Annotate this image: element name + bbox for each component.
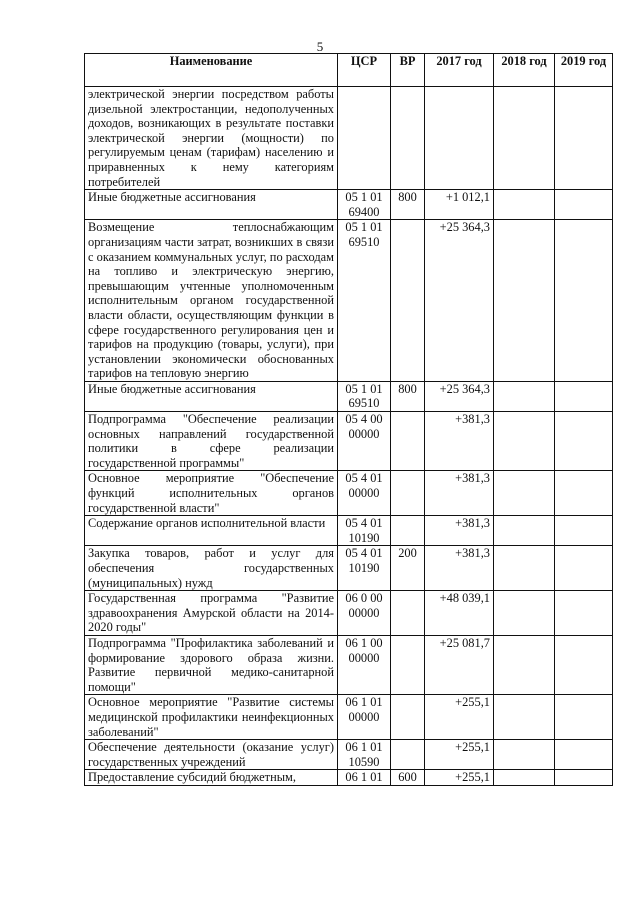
table-row (85, 471, 613, 516)
cell-2018 (494, 695, 555, 740)
cell-vr (391, 87, 425, 190)
cell-2019 (555, 412, 613, 471)
cell-vr (391, 516, 425, 546)
cell-2017 (425, 87, 494, 190)
table-row (85, 412, 613, 471)
cell-name: Предоставление субсидий бюджетным, (85, 770, 338, 786)
cell-2017: +48 039,1 (425, 591, 494, 636)
table-row (85, 516, 613, 546)
table-row (85, 546, 613, 591)
cell-2019 (555, 695, 613, 740)
table-row (85, 770, 613, 786)
cell-2019 (555, 220, 613, 382)
header-csr: ЦСР (338, 54, 391, 87)
table-row (85, 740, 613, 770)
cell-csr: 06 0 00 00000 (338, 591, 391, 636)
cell-vr (391, 635, 425, 694)
cell-csr: 05 1 01 69510 (338, 381, 391, 411)
cell-2018 (494, 220, 555, 382)
cell-2017: +25 364,3 (425, 220, 494, 382)
cell-2019 (555, 591, 613, 636)
cell-name: Иные бюджетные ассигнования (85, 381, 338, 411)
cell-2017: +255,1 (425, 770, 494, 786)
cell-2017: +381,3 (425, 471, 494, 516)
cell-name: Возмещение теплоснабжающим организациям части затрат, возникших в связи с оказанием коммунальных услуг, по расходам на топливо и электрическую энергию, превышающим учтенные уполномоченным исполнительным органом государственной власти области, осуществляющим функции в сфере государственного регулирования цен и тарифов на продукцию (товары, услуги), при установлении экономически обоснованных тарифов на тепловую энергию (85, 220, 338, 382)
cell-vr: 200 (391, 546, 425, 591)
cell-2019 (555, 87, 613, 190)
cell-2018 (494, 381, 555, 411)
header-2019: 2019 год (555, 54, 613, 87)
cell-name: Обеспечение деятельности (оказание услуг) государственных учреждений (85, 740, 338, 770)
cell-2017: +25 364,3 (425, 381, 494, 411)
table-row (85, 635, 613, 694)
cell-2019 (555, 381, 613, 411)
cell-csr (338, 87, 391, 190)
cell-2018 (494, 516, 555, 546)
cell-2019 (555, 770, 613, 786)
cell-2017: +381,3 (425, 412, 494, 471)
cell-csr: 05 4 01 00000 (338, 471, 391, 516)
cell-vr (391, 412, 425, 471)
cell-2017: +255,1 (425, 740, 494, 770)
table-row (85, 190, 613, 220)
cell-2017: +255,1 (425, 695, 494, 740)
cell-2018 (494, 740, 555, 770)
cell-name: Основное мероприятие "Обеспечение функций исполнительных органов государственной власти" (85, 471, 338, 516)
header-vr: ВР (391, 54, 425, 87)
cell-vr (391, 471, 425, 516)
cell-vr (391, 740, 425, 770)
budget-table (84, 53, 613, 786)
cell-2017: +25 081,7 (425, 635, 494, 694)
cell-csr: 06 1 01 (338, 770, 391, 786)
cell-2018 (494, 770, 555, 786)
cell-csr: 05 1 01 69400 (338, 190, 391, 220)
cell-2017: +1 012,1 (425, 190, 494, 220)
cell-2018 (494, 546, 555, 591)
cell-vr (391, 220, 425, 382)
cell-name: Закупка товаров, работ и услуг для обеспечения государственных (муниципальных) нужд (85, 546, 338, 591)
table-row (85, 87, 613, 190)
cell-2019 (555, 740, 613, 770)
table-row (85, 591, 613, 636)
cell-2019 (555, 190, 613, 220)
cell-vr: 800 (391, 190, 425, 220)
cell-csr: 06 1 00 00000 (338, 635, 391, 694)
cell-csr: 06 1 01 10590 (338, 740, 391, 770)
cell-csr: 05 4 01 10190 (338, 546, 391, 591)
cell-name: Основное мероприятие "Развитие системы медицинской профилактики неинфекционных заболеваний" (85, 695, 338, 740)
table-row (85, 220, 613, 382)
table-body (85, 87, 613, 786)
header-2018: 2018 год (494, 54, 555, 87)
cell-2019 (555, 516, 613, 546)
cell-name: Подпрограмма "Профилактика заболеваний и формирование здорового образа жизни. Развитие первичной медико-санитарной помощи" (85, 635, 338, 694)
cell-2019 (555, 546, 613, 591)
cell-csr: 06 1 01 00000 (338, 695, 391, 740)
cell-csr: 05 4 01 10190 (338, 516, 391, 546)
table-row (85, 381, 613, 411)
cell-vr: 600 (391, 770, 425, 786)
cell-vr (391, 591, 425, 636)
header-name: Наименование (85, 54, 338, 87)
cell-2018 (494, 190, 555, 220)
cell-name: Содержание органов исполнительной власти (85, 516, 338, 546)
table-header-row (85, 54, 613, 87)
cell-2019 (555, 635, 613, 694)
table-row (85, 695, 613, 740)
cell-2018 (494, 635, 555, 694)
cell-csr: 05 4 00 00000 (338, 412, 391, 471)
cell-2018 (494, 412, 555, 471)
cell-csr: 05 1 01 69510 (338, 220, 391, 382)
header-2017: 2017 год (425, 54, 494, 87)
cell-name: Подпрограмма "Обеспечение реализации основных направлений государственной политики в сфере реализации государственной программы" (85, 412, 338, 471)
cell-name: электрической энергии посредством работы дизельной электростанции, недополученных доходов, возникающих в результате поставки электрической энергии (мощности) по регулируемым ценам (тарифам) населению и приравненных к нему категориям потребителей (85, 87, 338, 190)
cell-name: Иные бюджетные ассигнования (85, 190, 338, 220)
cell-name: Государственная программа "Развитие здравоохранения Амурской области на 2014-2020 годы" (85, 591, 338, 636)
cell-2017: +381,3 (425, 546, 494, 591)
page-number: 5 (316, 39, 324, 54)
cell-2019 (555, 471, 613, 516)
cell-2018 (494, 471, 555, 516)
cell-2017: +381,3 (425, 516, 494, 546)
cell-2018 (494, 591, 555, 636)
cell-vr (391, 695, 425, 740)
cell-vr: 800 (391, 381, 425, 411)
cell-2018 (494, 87, 555, 190)
